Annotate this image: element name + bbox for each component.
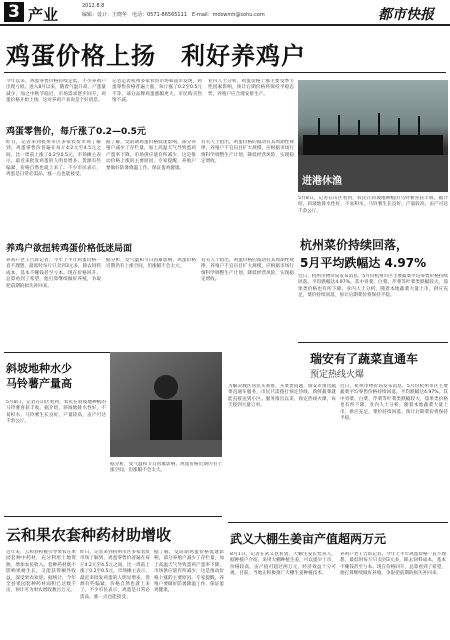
story6-headline: 武义大棚生姜亩产值超两万元 — [230, 532, 387, 546]
story4-headline: 斜坡地种水少 — [6, 362, 72, 375]
story3-body-b: 近日，杭州市物价局发布消息，5月份杭州市区主要蔬菜平均零售价格持续回落，平均跌幅达4.97%。其中青菜、白菜、芹菜等叶菜类跌幅较大，茄果类价格也有所下降。业内人士分析，随着本地蔬菜大量上市，供应充足，菜价持续回落，预计后期菜价将保持平稳。 — [340, 384, 448, 422]
story5-body-a: 近年来，云和县积极引导果农在果园套种中药材，充分利用土地资源，增加农民收入。套种药材既不影响果树生长，又能获得额外收益，深受果农欢迎。据统计，今年全县果园套种药材面积已达数千亩，预计可为果农增收数百万元。 — [6, 550, 76, 594]
lead-column-4: 养鸡户老王告诉记者，今年上半年鸡蛋价格一直不理想，最低时每斤只卖到3元多，除去饲料成本，基本不赚钱甚至亏本。现在价格回升，总算看到了希望，他打算继续做好养殖，争取把前期的损失补回来。 — [6, 258, 101, 289]
story2-headline-2: 5月平均跌幅达 4.97% — [300, 256, 427, 270]
editor-line: 编辑：设计：王晓华 电话：0571-86565111 E-mail：mdswmh@sohu.com — [82, 12, 265, 18]
divider-left-2 — [4, 516, 222, 517]
story3-headline: 瑞安有了蔬菜直通车 — [310, 352, 419, 366]
story4-body: 5月8日，记者在山区看到，农民在斜坡地种植的马铃薯喜获丰收。据介绍，斜坡地排水性好，不易积水，马铃薯生长良好，产量较高，亩产可达千余公斤。 — [6, 400, 106, 425]
lead-rule — [4, 72, 446, 73]
harbor-photo — [298, 80, 448, 192]
lead-column-3: 有关人士指出，鸡蛋价格的波动有其周期性规律，养殖户不宜盲目扩大规模，应根据市场行情科学调整生产计划，降低经营风险，实现稳定增收。 — [201, 140, 294, 165]
story6-body-a: 8月1日，记者在武义县看到，大棚生姜长势喜人。据种植户介绍，采用大棚种植生姜，可以提早上市，价格较高，亩产值可超过两万元，经济效益十分可观。目前，当地正积极推广大棚生姜种植技术。 — [230, 552, 336, 577]
potato-photo — [110, 352, 222, 457]
issue-date: 2012.8.8 — [82, 3, 105, 9]
divider-right-2 — [228, 522, 448, 523]
photo-caption-text: 5月8日，记者在山区看到，农民在斜坡地种植的马铃薯喜获丰收。据介绍，斜坡地排水性好，不易积水，马铃薯生长良好，产量较高，亩产可达千余公斤。 — [298, 196, 448, 214]
story4-headline-2: 马铃薯产量高 — [6, 377, 72, 390]
story3-subheadline: 预定热线火爆 — [310, 370, 365, 380]
lead-headline: 鸡蛋价格上扬 利好养鸡户 — [6, 42, 306, 70]
page-number: 3 — [4, 2, 24, 22]
story2-body: 近日，杭州市物价局发布消息，5月份杭州市区主要蔬菜平均零售价格持续回落，平均跌幅达4.97%。其中青菜、白菜、芹菜等叶菜类跌幅较大，茄果类价格也有所下降。业内人士分析，随着本地蔬菜大量上市，供应充足，菜价持续回落，预计后期菜价将保持平稳。 — [298, 274, 448, 299]
lead-subhead-2: 养鸡户欲扭转鸡蛋价格低迷局面 — [6, 244, 133, 254]
photo-caption-overlay: 进港休渔 — [302, 176, 342, 187]
story4-body-b: 据分析，受气温和节日因素影响，鸡蛋价格近期仍有上涨空间，但涨幅不会太大。 — [110, 462, 222, 474]
lead-paragraph-a: 今年以来，鸡蛋零售价格持续走低，不少养鸡户出现亏损。进入8月以来，随着气温升高、产蛋量减少，加之中秋节临近，市场需求逐步回升，鸡蛋价格开始上扬，这对养鸡户来说是个好消息。 — [6, 79, 106, 104]
story5-headline: 云和果农套种药材助增收 — [6, 526, 172, 544]
lead-paragraph-c: 业内人士分析，鸡蛋价格上涨主要受季节性因素影响，预计后期价格将保持平稳态势，养殖户应合理安排生产。 — [208, 79, 294, 97]
divider-right-1 — [298, 342, 448, 343]
story5-body-b: 昨日，记者来到杭州市区多家农贸市场了解到，鸡蛋零售价普遍在每斤4.2元至4.5元之间，比一周前上涨了0.2至0.5元。市场摊主表示，最近来批发鸡蛋的人明显增多，货源有些偏紧，价格自然也就上来了。不少市民表示，鸡蛋是日常必需品，涨一点也能接受。 — [80, 550, 150, 600]
lead-paragraph-b: 记者走访杭州多家农贸市场和超市发现，鸡蛋零售价格普遍上涨，每斤涨了0.2至0.5元不等，部分品牌鸡蛋涨幅更大，市民购买热情不减。 — [112, 79, 202, 104]
lead-subhead-1: 鸡蛋零售价，每斤涨了0.2—0.5元 — [6, 127, 146, 137]
lead-column-6: 有关人士指出，鸡蛋价格的波动有其周期性规律，养殖户不宜盲目扩大规模，应根据市场行情科学调整生产计划，降低经营风险，实现稳定增收。 — [201, 258, 294, 283]
masthead — [0, 0, 450, 27]
farmer-illustration — [110, 352, 222, 457]
lead-column-1: 昨日，记者来到杭州市区多家农贸市场了解到，鸡蛋零售价普遍在每斤4.2元至4.5元之间，比一周前上涨了0.2至0.5元。市场摊主表示，最近来批发鸡蛋的人明显增多，货源有些偏紧，价格自然也就上来了。不少市民表示，鸡蛋是日常必需品，涨一点也能接受。 — [6, 140, 101, 178]
story6-body-b: 养鸡户老王告诉记者，今年上半年鸡蛋价格一直不理想，最低时每斤只卖到3元多，除去饲料成本，基本不赚钱甚至亏本。现在价格回升，总算看到了希望，他打算继续做好养殖，争取把前期的损失补回来。 — [340, 552, 446, 577]
story5-body-c: 据了解，受前期鸡蛋价格低迷影响，部分养殖户减少了存栏量，加上高温天气导致蛋鸡产蛋率下降，市场供应量有所减少，这是推动价格上涨的主要原因。专家提醒，养殖户要做好防暑降温工作，保证蛋鸡健康。 — [154, 550, 224, 594]
paper-name: 都市快报 — [378, 7, 434, 23]
masthead-rule — [0, 24, 450, 26]
story2-headline: 杭州菜价持续回落， — [300, 238, 409, 252]
section-name: 产业 — [28, 6, 59, 24]
lead-column-5: 据分析，受气温和节日因素影响，鸡蛋价格近期仍有上涨空间，但涨幅不会太大。 — [106, 258, 196, 270]
lead-column-2: 据了解，受前期鸡蛋价格低迷影响，部分养殖户减少了存栏量，加上高温天气导致蛋鸡产蛋率下降，市场供应量有所减少，这是推动价格上涨的主要原因。专家提醒，养殖户要做好防暑降温工作，保证蛋鸡健康。 — [106, 140, 196, 171]
story3-body-a: 为解决城区居民买菜难、买菜贵问题，瑞安市推出蔬菜直通车服务，市民只需拨打预定热线，新鲜蔬菜就能直接送到小区。服务推出以来，预定热线火爆，每天接到大量订单。 — [228, 384, 336, 409]
